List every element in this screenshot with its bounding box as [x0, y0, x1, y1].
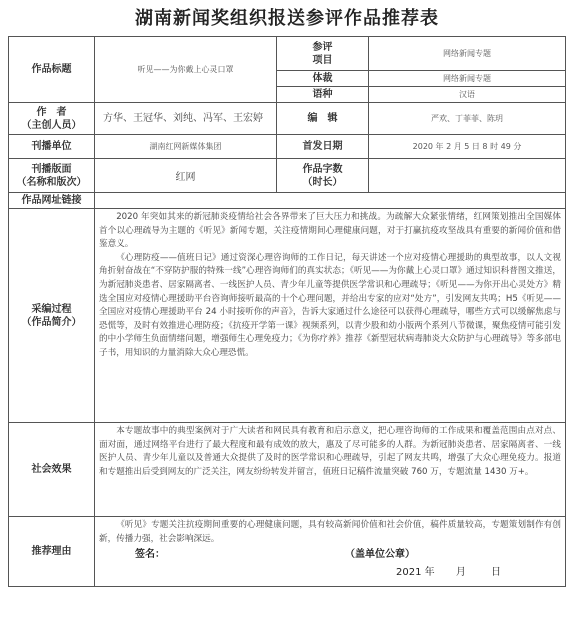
effect-paragraph: 本专题故事中的典型案例对于广大读者和网民具有教育和启示意义，把心理咨询师的工作成果和覆盖范围由点对点、面对面，通过网络平台进行了最大程度和最有成效的放大，惠及了尽可能多的人群。为新冠肺炎患者、居家隔离者、一线医护人员、青少年儿童以及普通大众提供了及时的医学常识和心理疏导，引起了网友共鸣，增强了大众心理免疫力。报道和专题推出后受到网友的广泛关注，网友纷纷转发并留言，值班日记稿件流量突破 760 万，专题流量 1430 万+。 — [99, 426, 561, 477]
page-title: 湖南新闻奖组织报送参评作品推荐表 — [135, 8, 439, 29]
language-value: 汉语 — [369, 87, 566, 103]
work-title-label: 作品标题 — [9, 37, 95, 103]
language-label: 语种 — [277, 87, 369, 103]
process-paragraph: 《心理防疫——值班日记》通过资深心理咨询师的工作日记，每天讲述一个应对疫情心理援助的典型故事，以人文视角折射奋战在“不穿防护服的特殊一线”心理咨询师们的真实状态；《听见——为你戴上心灵口罩》通过知识科普图文推送，为新冠肺炎患者、居家隔离者、一线医护人员、青少年儿童等提供医学常识和心理疏导；《听见——为你开出心灵处方》精选全国应对疫情心理援助平台咨询师接听最高的十个心理问题，并给出专家的应对“处方”，引发网友共鸣；H5《听见——全国应对疫情心理援助平台 24 小时接听你的声音》，告诉大家通过什么途径可以获得心理疏导，哪些方式可以缓解焦虑与恐慌等，及时有效推进心理防疫；《抗疫开学第一课》视频系列，以青少股和幼小版两个系列八节微课，聚焦疫情可能引发的中小学师生负面情绪问题，增强师生心理免疫力；《为你疗养》推荐《新型冠状病毒肺炎大众防护与心理疏导》等多部电子书，用知识的力量消除大众心理恐慌。 — [99, 252, 561, 358]
signature-label: 签名： — [135, 549, 165, 561]
entry-item-label — [277, 37, 369, 71]
date-month: 月 — [455, 566, 466, 578]
author-label-line2: （主创人员） — [21, 119, 82, 131]
date-day: 日 — [491, 566, 501, 578]
process-paragraph: 2020 年突如其来的新冠肺炎疫情给社会各界带来了巨大压力和挑战。为疏解大众紧张情绪，红网策划推出全国媒体首个以心理疏导为主题的《听见》新闻专题，关注疫情期间心理健康问题，对于打赢抗疫攻坚战具有重要的新闻价值和借鉴意义。 — [99, 212, 561, 250]
link-value — [95, 193, 566, 209]
layout-label-line2: （名称和版次） — [16, 176, 87, 188]
word-count-label — [277, 159, 369, 193]
effect-label: 社会效果 — [9, 423, 95, 517]
link-label: 作品网址链接 — [9, 193, 95, 209]
layout-label-line1: 刊播版面 — [31, 163, 72, 175]
genre-value: 网络新闻专题 — [369, 71, 566, 87]
work-title-value: 听见——为你戴上心灵口罩 — [95, 37, 277, 103]
word-count-label-line1: 作品字数 — [302, 163, 343, 175]
process-text — [95, 209, 566, 423]
process-label-line2: （作品简介） — [21, 316, 82, 328]
layout-label — [9, 159, 95, 193]
date-row — [99, 566, 561, 580]
effect-text — [95, 423, 566, 517]
publisher-value: 湖南红网新媒体集团 — [95, 135, 277, 159]
editors-value: 严欢、丁菲菲、陈玥 — [369, 103, 566, 135]
author-label — [9, 103, 95, 135]
process-label — [9, 209, 95, 423]
reason-label: 推荐理由 — [9, 517, 95, 587]
editor-label: 编 辑 — [277, 103, 369, 135]
reason-paragraph: 《听见》专题关注抗疫期间重要的心理健康问题，具有较高新闻价值和社会价值，稿件质量较高，专题策划制作有创新，传播力强，社会影响深远。 — [99, 520, 561, 544]
first-date-value: 2020 年 2 月 5 日 8 时 49 分 — [369, 135, 566, 159]
entry-item-label-line2: 项目 — [312, 54, 333, 66]
word-count-value — [369, 159, 566, 193]
date-year: 2021 年 — [395, 566, 435, 578]
signature-row — [99, 548, 561, 562]
word-count-label-line2: （时长） — [302, 176, 343, 188]
reason-cell — [95, 517, 566, 587]
entry-item-value: 网络新闻专题 — [369, 37, 566, 71]
recommendation-form — [8, 36, 566, 587]
author-label-line1: 作 者 — [36, 106, 67, 118]
layout-value: 红网 — [95, 159, 277, 193]
entry-item-label-line1: 参评 — [312, 41, 333, 53]
genre-label: 体裁 — [277, 71, 369, 87]
process-label-line1: 采编过程 — [31, 303, 72, 315]
first-date-label: 首发日期 — [277, 135, 369, 159]
seal-label: （盖单位公章） — [345, 549, 415, 561]
authors-value: 方华、王冠华、刘纯、冯军、王宏婷 — [95, 103, 277, 135]
publisher-label: 刊播单位 — [9, 135, 95, 159]
